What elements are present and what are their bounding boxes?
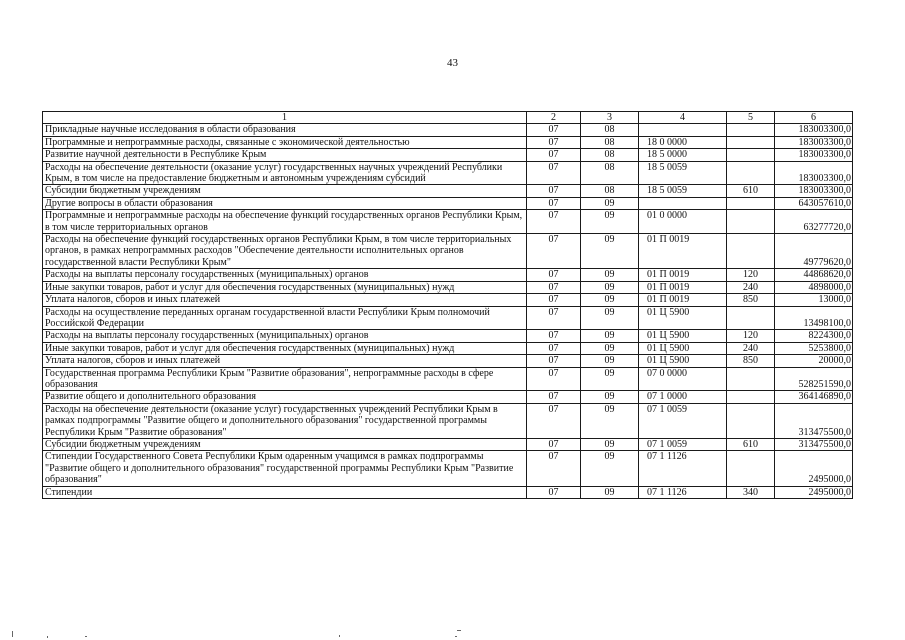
row-expense-type: 610 (727, 438, 775, 450)
table-row (43, 269, 853, 281)
row-expense-type: 340 (727, 486, 775, 498)
row-name: Иные закупки товаров, работ и услуг для обеспечения государственных (муниципальных) нужд (43, 281, 527, 293)
row-section: 07 (527, 342, 581, 354)
row-target-article: 18 5 0000 (639, 149, 727, 161)
row-subsection: 09 (581, 210, 639, 234)
row-expense-type (727, 149, 775, 161)
row-amount: 13000,0 (775, 294, 853, 306)
page-number: 43 (447, 57, 458, 69)
table-row (43, 161, 853, 185)
row-section: 07 (527, 306, 581, 330)
row-name: Иные закупки товаров, работ и услуг для обеспечения государственных (муниципальных) нужд (43, 342, 527, 354)
row-subsection: 09 (581, 197, 639, 209)
row-subsection: 08 (581, 124, 639, 136)
table-row (43, 124, 853, 136)
row-expense-type (727, 234, 775, 269)
row-section: 07 (527, 451, 581, 486)
row-expense-type (727, 367, 775, 391)
table-row (43, 486, 853, 498)
table-header-row (43, 112, 853, 124)
row-name: Расходы на осуществление переданных органам государственной власти Республики Крым полномочий Российской Федерации (43, 306, 527, 330)
row-amount: 49779620,0 (775, 234, 853, 269)
row-target-article: 07 1 1126 (639, 451, 727, 486)
row-subsection: 08 (581, 185, 639, 197)
row-subsection: 09 (581, 269, 639, 281)
row-amount: 2495000,0 (775, 451, 853, 486)
column-header: 6 (775, 112, 853, 124)
table-row (43, 281, 853, 293)
row-amount: 313475500,0 (775, 403, 853, 438)
table-row (43, 367, 853, 391)
row-subsection: 09 (581, 281, 639, 293)
row-target-article: 01 Ц 5900 (639, 306, 727, 330)
row-amount: 2495000,0 (775, 486, 853, 498)
row-amount: 5253800,0 (775, 342, 853, 354)
row-target-article: 01 Ц 5900 (639, 330, 727, 342)
row-amount: 183003300,0 (775, 136, 853, 148)
row-subsection: 08 (581, 161, 639, 185)
row-subsection: 09 (581, 391, 639, 403)
column-header: 5 (727, 112, 775, 124)
row-name: Государственная программа Республики Крым "Развитие образования", непрограммные расходы в сфере образования (43, 367, 527, 391)
row-name: Расходы на обеспечение деятельности (оказание услуг) государственных учреждений Республики Крым в рамках подпрограммы "Развитие общего и дополнительного образования" государственной программы Республики Крым "Развитие образования" (43, 403, 527, 438)
scan-artifacts (0, 627, 905, 640)
column-header: 2 (527, 112, 581, 124)
row-amount: 20000,0 (775, 355, 853, 367)
row-section: 07 (527, 330, 581, 342)
row-name: Прикладные научные исследования в области образования (43, 124, 527, 136)
row-section: 07 (527, 136, 581, 148)
row-target-article: 07 0 0000 (639, 367, 727, 391)
row-name: Уплата налогов, сборов и иных платежей (43, 294, 527, 306)
row-subsection: 09 (581, 451, 639, 486)
row-amount: 63277720,0 (775, 210, 853, 234)
row-section: 07 (527, 124, 581, 136)
table-row (43, 210, 853, 234)
row-expense-type: 240 (727, 342, 775, 354)
row-name: Расходы на обеспечение деятельности (оказание услуг) государственных научных учреждений Республики Крым, в том числе на предоставление бюджетным и автономным учреждениям субсидий (43, 161, 527, 185)
row-section: 07 (527, 403, 581, 438)
row-amount: 4898000,0 (775, 281, 853, 293)
table-row (43, 438, 853, 450)
table-row (43, 306, 853, 330)
row-name: Расходы на выплаты персоналу государственных (муниципальных) органов (43, 330, 527, 342)
budget-table (42, 111, 853, 499)
column-header: 1 (43, 112, 527, 124)
row-expense-type (727, 403, 775, 438)
row-target-article (639, 197, 727, 209)
row-name: Стипендии (43, 486, 527, 498)
row-amount: 364146890,0 (775, 391, 853, 403)
table-row (43, 391, 853, 403)
row-amount: 183003300,0 (775, 161, 853, 185)
row-section: 07 (527, 161, 581, 185)
row-amount: 643057610,0 (775, 197, 853, 209)
row-target-article (639, 124, 727, 136)
row-name: Субсидии бюджетным учреждениям (43, 185, 527, 197)
table-row (43, 185, 853, 197)
row-amount: 183003300,0 (775, 149, 853, 161)
table-row (43, 355, 853, 367)
row-target-article: 01 П 0019 (639, 294, 727, 306)
row-target-article: 18 0 0000 (639, 136, 727, 148)
row-amount: 13498100,0 (775, 306, 853, 330)
row-target-article: 01 П 0019 (639, 281, 727, 293)
row-target-article: 01 П 0019 (639, 269, 727, 281)
row-target-article: 07 1 1126 (639, 486, 727, 498)
row-expense-type (727, 197, 775, 209)
row-subsection: 09 (581, 403, 639, 438)
row-subsection: 09 (581, 342, 639, 354)
row-expense-type (727, 451, 775, 486)
row-section: 07 (527, 355, 581, 367)
row-expense-type: 240 (727, 281, 775, 293)
row-target-article: 07 1 0059 (639, 438, 727, 450)
row-expense-type (727, 210, 775, 234)
row-name: Уплата налогов, сборов и иных платежей (43, 355, 527, 367)
row-amount: 183003300,0 (775, 124, 853, 136)
row-expense-type (727, 124, 775, 136)
table-row (43, 136, 853, 148)
row-section: 07 (527, 438, 581, 450)
row-target-article: 01 Ц 5900 (639, 355, 727, 367)
row-subsection: 08 (581, 136, 639, 148)
row-section: 07 (527, 269, 581, 281)
row-expense-type (727, 306, 775, 330)
row-name: Расходы на выплаты персоналу государственных (муниципальных) органов (43, 269, 527, 281)
table-row (43, 197, 853, 209)
row-section: 07 (527, 391, 581, 403)
row-expense-type: 850 (727, 294, 775, 306)
row-section: 07 (527, 185, 581, 197)
row-expense-type: 610 (727, 185, 775, 197)
row-expense-type: 120 (727, 269, 775, 281)
table-row (43, 149, 853, 161)
row-amount: 183003300,0 (775, 185, 853, 197)
row-target-article: 18 5 0059 (639, 161, 727, 185)
row-name: Развитие научной деятельности в Республике Крым (43, 149, 527, 161)
row-amount: 8224300,0 (775, 330, 853, 342)
table-row (43, 451, 853, 486)
row-amount: 528251590,0 (775, 367, 853, 391)
row-target-article: 01 Ц 5900 (639, 342, 727, 354)
row-subsection: 09 (581, 234, 639, 269)
row-subsection: 09 (581, 438, 639, 450)
row-section: 07 (527, 149, 581, 161)
row-target-article: 07 1 0000 (639, 391, 727, 403)
row-subsection: 09 (581, 355, 639, 367)
row-subsection: 09 (581, 367, 639, 391)
table-row (43, 342, 853, 354)
row-subsection: 09 (581, 306, 639, 330)
row-target-article: 18 5 0059 (639, 185, 727, 197)
row-section: 07 (527, 367, 581, 391)
row-subsection: 09 (581, 330, 639, 342)
row-section: 07 (527, 234, 581, 269)
table-row (43, 234, 853, 269)
row-target-article: 01 П 0019 (639, 234, 727, 269)
row-subsection: 09 (581, 486, 639, 498)
row-expense-type (727, 161, 775, 185)
row-name: Субсидии бюджетным учреждениям (43, 438, 527, 450)
row-expense-type: 120 (727, 330, 775, 342)
row-section: 07 (527, 294, 581, 306)
row-subsection: 09 (581, 294, 639, 306)
row-name: Стипендии Государственного Совета Республики Крым одаренным учащимся в рамках подпрограммы "Развитие общего и дополнительного образования" государственной программы Республики Крым "Развитие образования" (43, 451, 527, 486)
row-section: 07 (527, 281, 581, 293)
row-name: Программные и непрограммные расходы, связанные с экономической деятельностью (43, 136, 527, 148)
row-section: 07 (527, 197, 581, 209)
table-row (43, 330, 853, 342)
row-expense-type (727, 391, 775, 403)
row-expense-type: 850 (727, 355, 775, 367)
row-section: 07 (527, 486, 581, 498)
row-subsection: 08 (581, 149, 639, 161)
row-amount: 44868620,0 (775, 269, 853, 281)
row-name: Расходы на обеспечение функций государственных органов Республики Крым, в том числе территориальных органов, в рамках непрограммных расходов "Обеспечение деятельности исполнительных органов государственной власти Республики Крым" (43, 234, 527, 269)
row-target-article: 07 1 0059 (639, 403, 727, 438)
column-header: 4 (639, 112, 727, 124)
row-section: 07 (527, 210, 581, 234)
row-expense-type (727, 136, 775, 148)
row-target-article: 01 0 0000 (639, 210, 727, 234)
row-name: Другие вопросы в области образования (43, 197, 527, 209)
table-row (43, 403, 853, 438)
row-name: Развитие общего и дополнительного образования (43, 391, 527, 403)
table-row (43, 294, 853, 306)
row-name: Программные и непрограммные расходы на обеспечение функций государственных органов Республики Крым, в том числе территориальных органов (43, 210, 527, 234)
row-amount: 313475500,0 (775, 438, 853, 450)
column-header: 3 (581, 112, 639, 124)
